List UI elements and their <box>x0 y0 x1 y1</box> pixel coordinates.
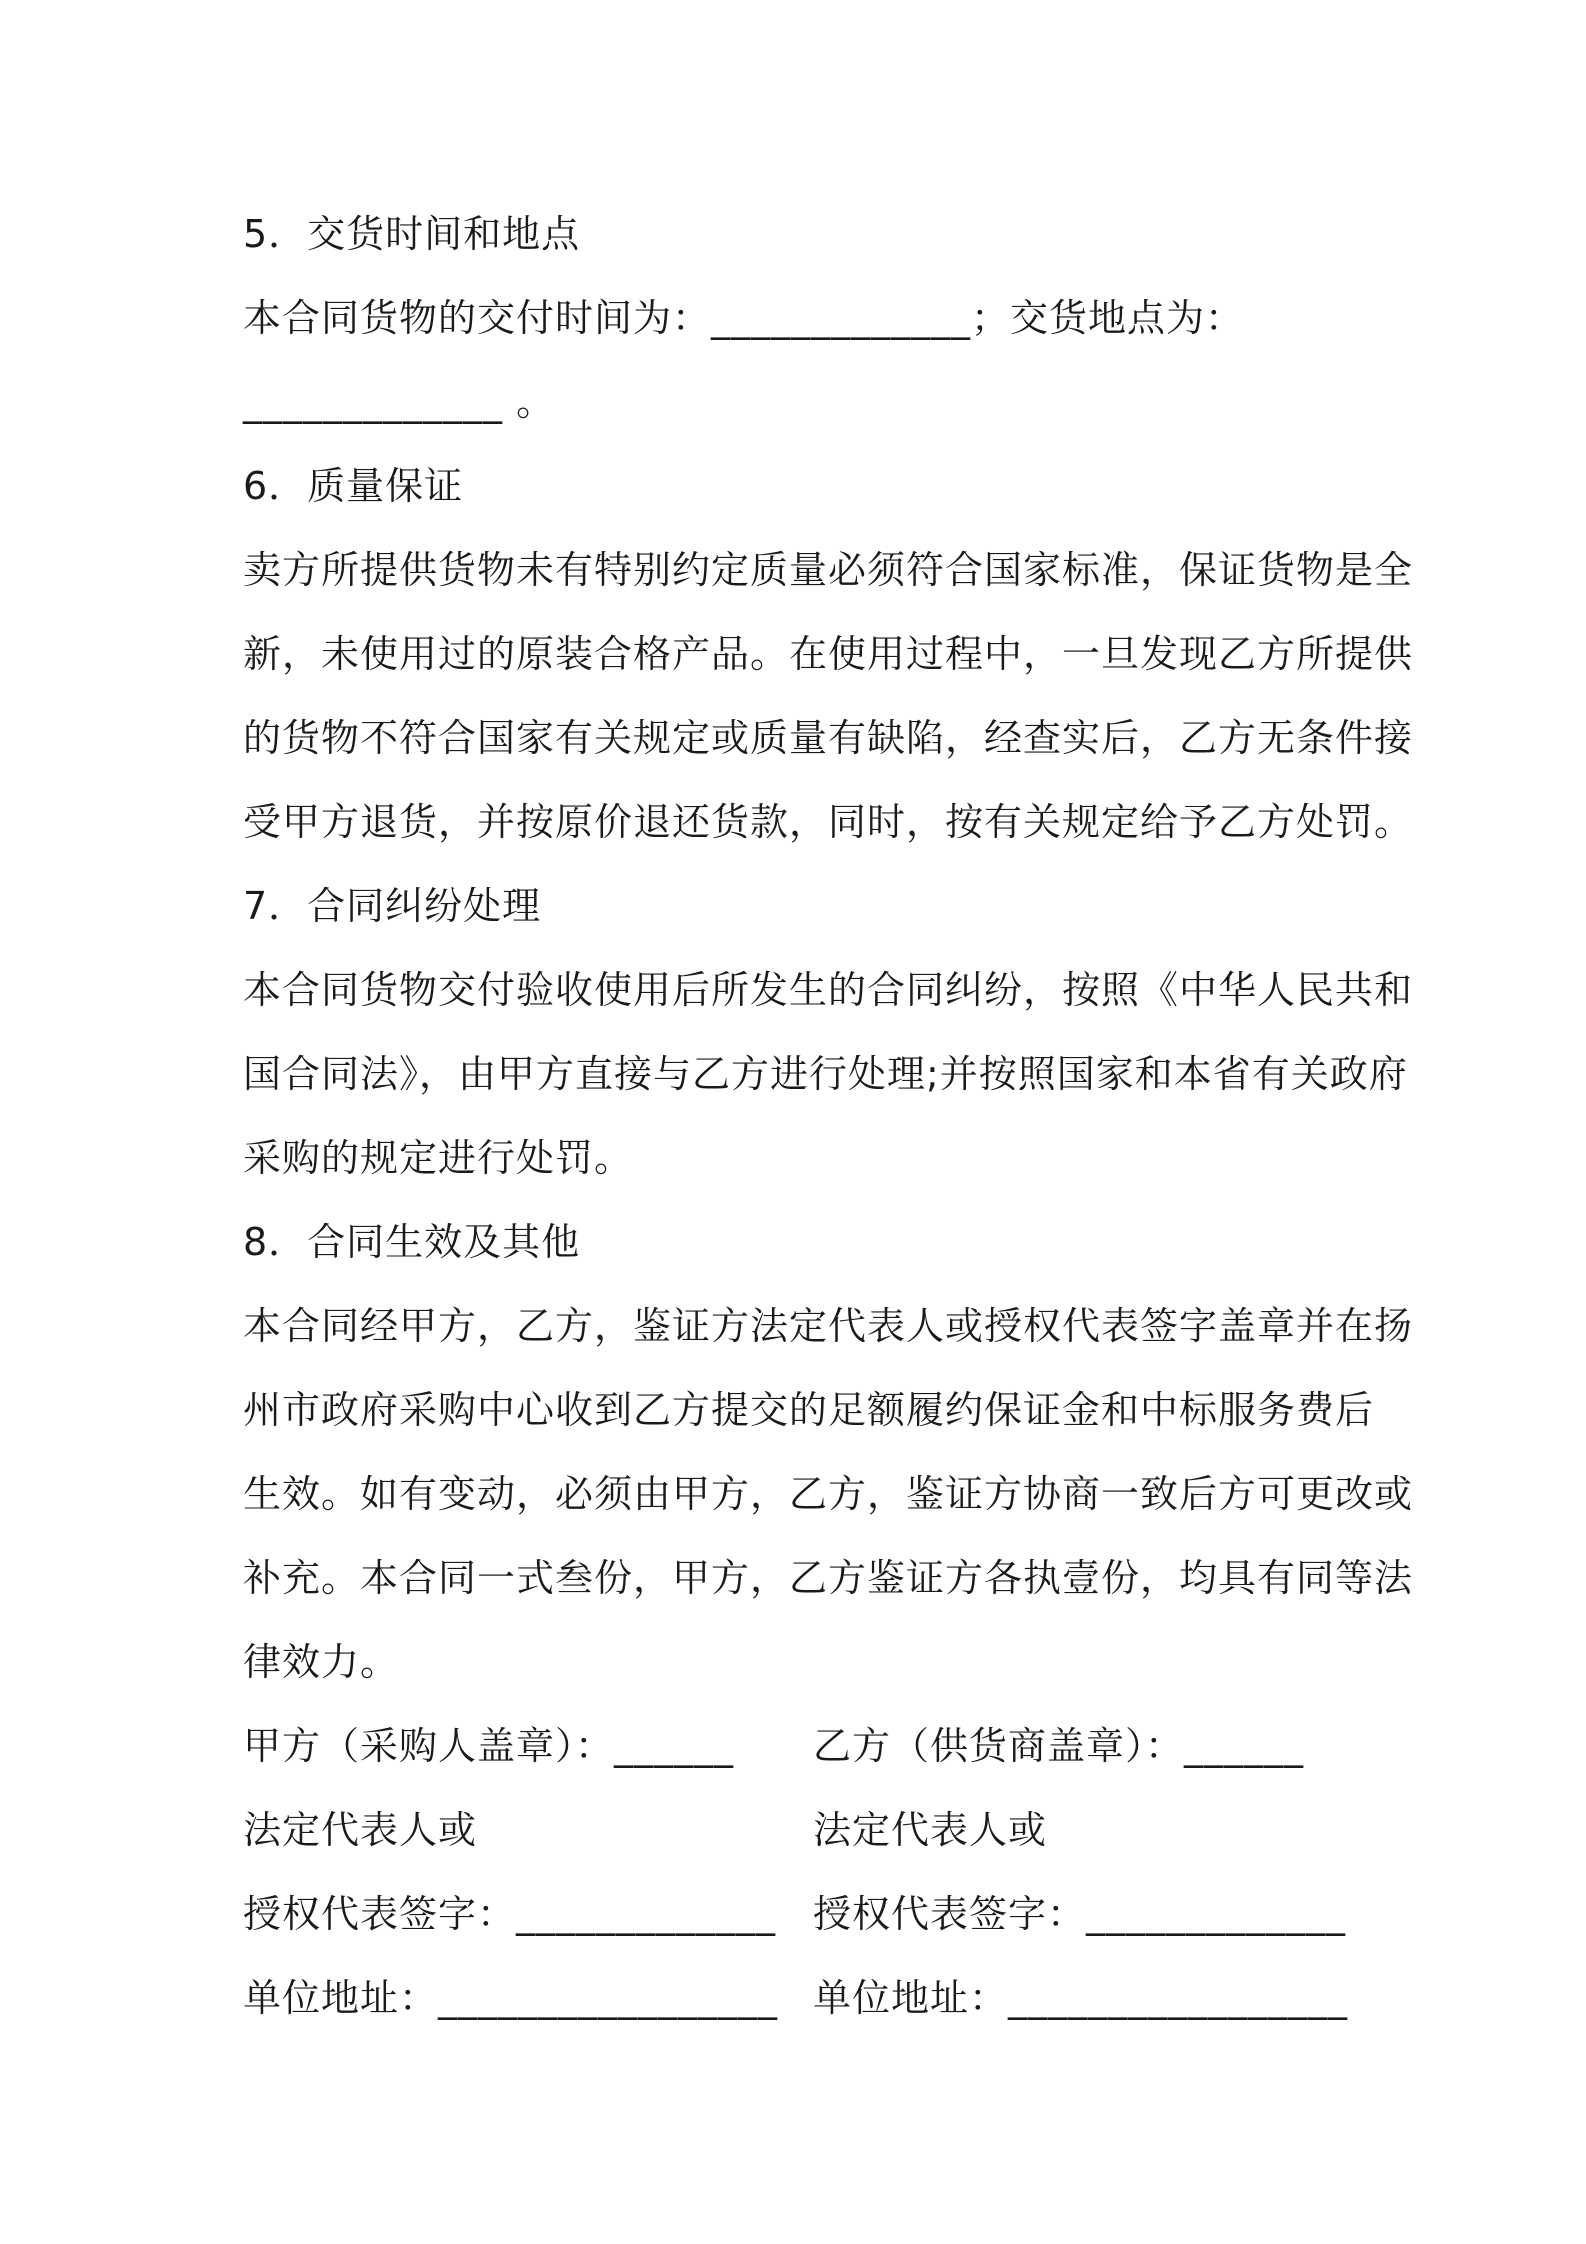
party-a-rep: 法定代表人或 <box>243 1808 478 1852</box>
section-6-heading: 6．质量保证 <box>243 464 464 508</box>
party-b-seal: 乙方（供货商盖章）：______ <box>813 1724 1305 1768</box>
party-b-address: 单位地址：_________________ <box>813 1976 1349 2020</box>
section-8-line: 律效力。 <box>243 1640 400 1684</box>
party-b-rep: 法定代表人或 <box>813 1808 1048 1852</box>
section-5-heading: 5．交货时间和地点 <box>243 212 581 256</box>
section-8-line: 生效。如有变动，必须由甲方，乙方，鉴证方协商一致后方可更改或 <box>243 1472 1414 1516</box>
contract-page <box>243 192 1414 2040</box>
section-6-line: 受甲方退货，并按原价退还货款，同时，按有关规定给予乙方处罚。 <box>243 800 1414 844</box>
section-7-line: 采购的规定进行处罚。 <box>243 1136 634 1180</box>
signature-address-row <box>243 1956 1363 2040</box>
section-7-heading: 7．合同纠纷处理 <box>243 884 542 928</box>
party-b-sign: 授权代表签字：_____________ <box>813 1892 1347 1936</box>
section-6-line: 卖方所提供货物未有特别约定质量必须符合国家标准，保证货物是全 <box>243 548 1414 592</box>
section-7-line: 本合同货物交付验收使用后所发生的合同纠纷，按照《中华人民共和 <box>243 968 1414 1012</box>
section-7-body <box>243 948 1414 1200</box>
section-8-body <box>243 1284 1414 1704</box>
party-a-seal: 甲方（采购人盖章）：______ <box>243 1724 735 1768</box>
section-8-line: 补充。本合同一式叁份，甲方，乙方鉴证方各执壹份，均具有同等法 <box>243 1556 1414 1600</box>
signature-sign-row <box>243 1872 1363 1956</box>
section-8-line: 州市政府采购中心收到乙方提交的足额履约保证金和中标服务费后 <box>243 1388 1375 1432</box>
party-a-sign: 授权代表签字：_____________ <box>243 1892 777 1936</box>
section-8-heading: 8．合同生效及其他 <box>243 1220 581 1264</box>
signature-rep-row <box>243 1788 1363 1872</box>
section-5-delivery-place-line: _____________ 。 <box>243 380 556 424</box>
section-8-line: 本合同经甲方，乙方，鉴证方法定代表人或授权代表签字盖章并在扬 <box>243 1304 1414 1348</box>
section-6-body <box>243 528 1414 864</box>
section-7-line: 国合同法》，由甲方直接与乙方进行处理;并按照国家和本省有关政府 <box>243 1052 1408 1096</box>
section-6-line: 新，未使用过的原装合格产品。在使用过程中，一旦发现乙方所提供 <box>243 632 1414 676</box>
section-5-delivery-time-line: 本合同货物的交付时间为：_____________；交货地点为： <box>243 296 1245 340</box>
signature-seal-row <box>243 1704 1363 1788</box>
party-a-address: 单位地址：_________________ <box>243 1976 779 2020</box>
section-6-line: 的货物不符合国家有关规定或质量有缺陷，经查实后，乙方无条件接 <box>243 716 1414 760</box>
